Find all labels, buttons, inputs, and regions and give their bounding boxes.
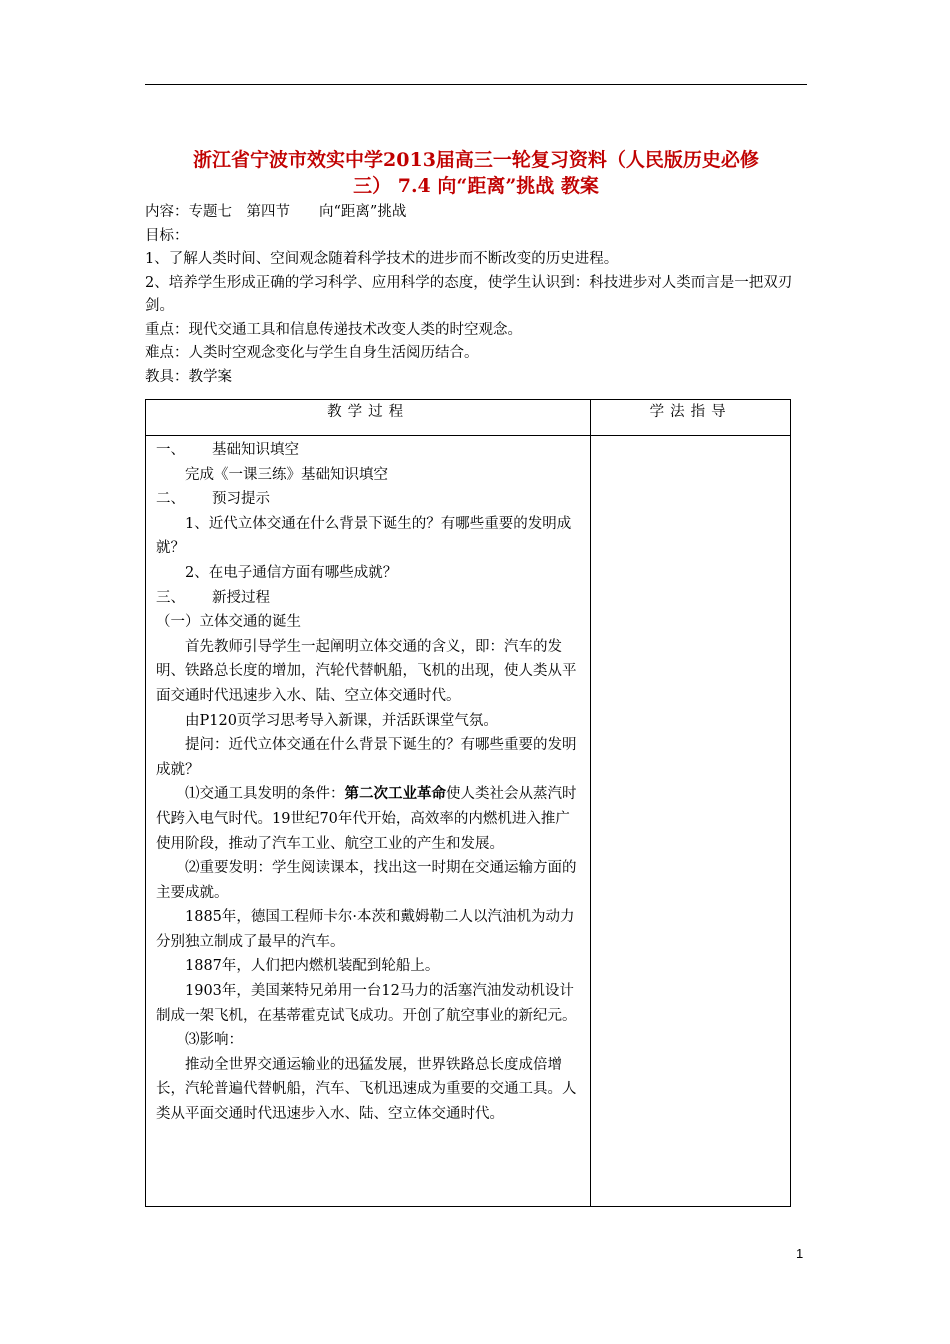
paragraph-10: 推动全世界交通运输业的迅猛发展，世界铁路总长度成倍增长，汽轮普遍代替帆船，汽车、飞机迅速成为重要的交通工具。人类从平面交通时代迅速步入水、陆、空立体交通时代。 [156, 1056, 577, 1123]
lesson-meta [145, 201, 807, 389]
section-1-number: 一、 [156, 442, 185, 458]
table-header-row [146, 400, 791, 436]
subsection-1-heading: （一）立体交通的诞生 [156, 614, 301, 631]
paragraph-9: ⑶影响： [185, 1032, 243, 1049]
section-3-heading [156, 586, 580, 611]
goal-2: 2、培养学生形成正确的学习科学、应用科学的态度，使学生认识到：科技进步对人类而言是一把双刃剑。 [145, 274, 793, 314]
paragraph-4-rest: 使人类社会从蒸汽时代跨入电气时代。19世纪70年代开始，高效率的内燃机进入推广使用阶段，推动了汽车工业、航空工业的产生和发展。 [156, 786, 577, 852]
page-number: 1 [796, 1246, 804, 1261]
section-1-heading [156, 438, 580, 463]
title-line-1: 浙江省宁波市效实中学2013届高三一轮复习资料（人民版历史必修 [193, 149, 759, 171]
paragraph-3: 提问：近代立体交通在什么背景下诞生的？有哪些重要的发明成就？ [156, 737, 577, 778]
preview-question-1: 1、近代立体交通在什么背景下诞生的？有哪些重要的发明成就？ [156, 515, 572, 557]
lesson-table [145, 399, 791, 1207]
document-title [145, 147, 807, 199]
section-1-text: 完成《一课三练》基础知识填空 [185, 466, 388, 483]
goal-label: 目标： [145, 227, 189, 244]
process-cell [146, 436, 591, 1207]
section-2-number: 二、 [156, 491, 185, 508]
section-2-title: 预习提示 [212, 491, 270, 508]
paragraph-1: 首先教师引导学生一起阐明立体交通的含义，即：汽车的发明、铁路总长度的增加，汽轮代替帆船，飞机的出现，使人类从平面交通时代迅速步入水、陆、空立体交通时代。 [156, 638, 577, 704]
header-guide: 学法指导 [591, 400, 791, 436]
paragraph-4-intro: ⑴交通工具发明的条件： [185, 786, 345, 803]
preview-question-2: 2、在电子通信方面有哪些成就？ [185, 564, 398, 581]
paragraph-4-emphasis: 第二次工业革命 [344, 785, 446, 803]
guide-cell [591, 436, 791, 1207]
header-process: 教学过程 [146, 400, 591, 436]
title-line-2: 三） 7.4 向“距离”挑战 教案 [353, 175, 599, 197]
section-1-title: 基础知识填空 [212, 442, 299, 458]
difficult-point: 难点：人类时空观念变化与学生自身生活阅历结合。 [145, 345, 479, 361]
paragraph-7: 1887年，人们把内燃机装配到轮船上。 [185, 958, 440, 975]
teaching-tools: 教具：教学案 [145, 368, 232, 385]
header-rule [145, 84, 807, 85]
paragraph-8: 1903年，美国莱特兄弟用一台12马力的活塞汽油发动机设计制成一架飞机，在基蒂霍克试飞成功。开创了航空事业的新纪元。 [156, 983, 577, 1024]
goal-1: 1、了解人类时间、空间观念随着科学技术的进步而不断改变的历史进程。 [145, 251, 619, 267]
section-3-number: 三、 [156, 589, 185, 606]
paragraph-5: ⑵重要发明：学生阅读课本，找出这一时期在交通运输方面的主要成就。 [156, 860, 577, 901]
section-2-heading [156, 487, 580, 512]
table-body-row [146, 436, 791, 1207]
content-line: 内容：专题七 第四节 向“距离”挑战 [145, 204, 407, 220]
section-3-title: 新授过程 [212, 589, 270, 606]
paragraph-4 [156, 782, 580, 856]
key-point: 重点：现代交通工具和信息传递技术改变人类的时空观念。 [145, 321, 522, 338]
paragraph-2: 由P120页学习思考导入新课，并活跃课堂气氛。 [185, 712, 498, 729]
paragraph-6: 1885年，德国工程师卡尔·本茨和戴姆勒二人以汽油机为动力分别独立制成了最早的汽车。 [156, 909, 575, 950]
